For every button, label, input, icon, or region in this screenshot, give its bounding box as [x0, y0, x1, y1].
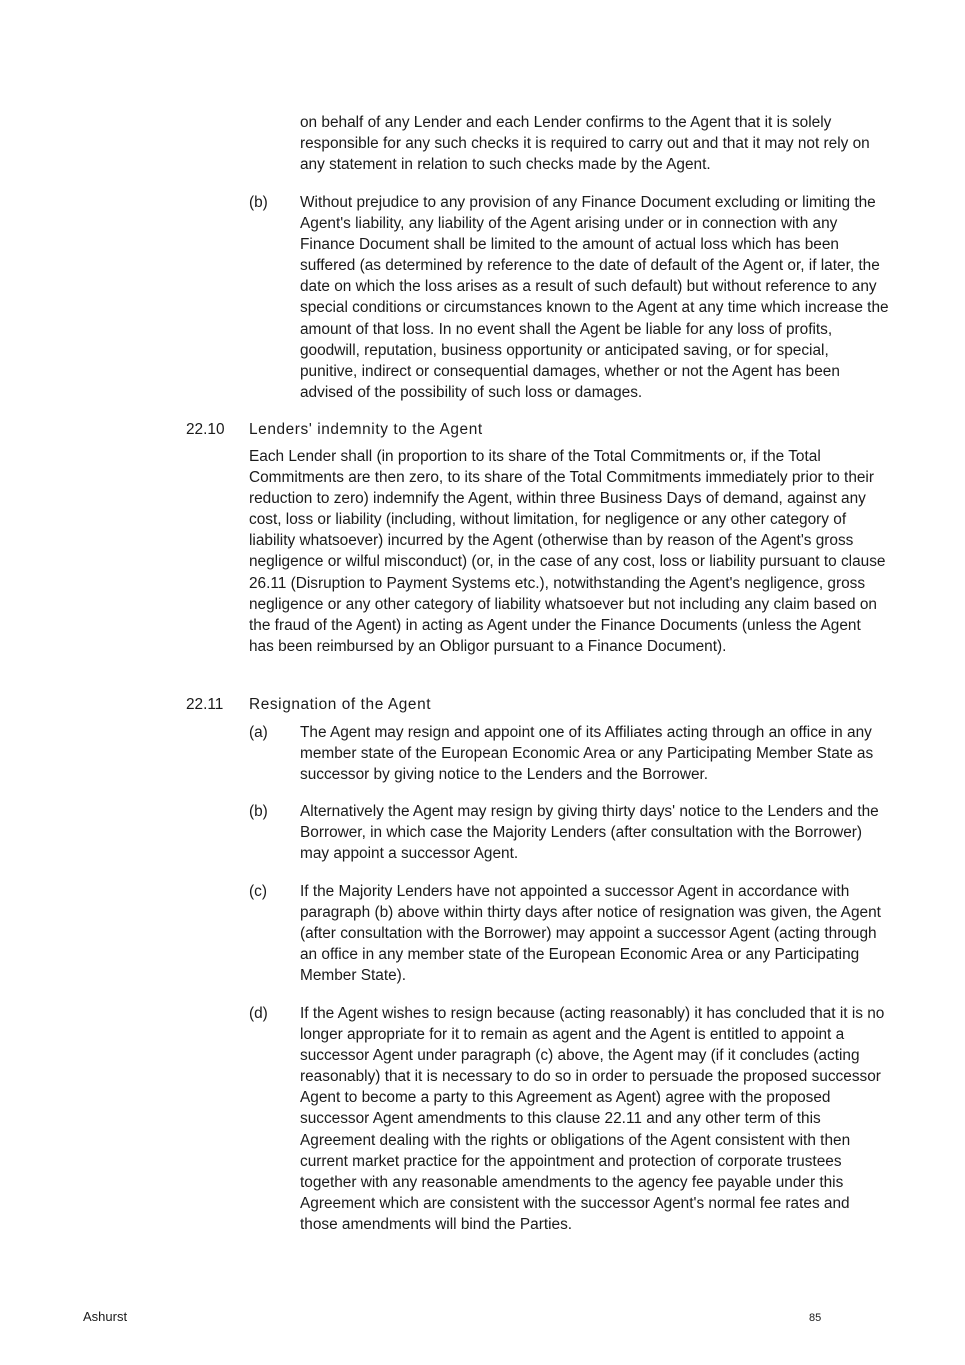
item-label-c: (c)	[249, 883, 267, 900]
item-a-text: The Agent may resign and appoint one of its Affiliates acting through an office in any member state of the European Economic Area or any Participating Member State as successor by giving notice to the Lenders and the Borrower.	[300, 724, 874, 784]
footer-page-number: 85	[809, 1312, 822, 1324]
continued-paragraph: on behalf of any Lender and each Lender confirms to the Agent that it is solely responsible for any such checks it is required to carry out and that it may not rely on any statement in relation to such checks made by the Agent.	[300, 114, 870, 174]
clause-number-22-11: 22.11	[186, 696, 224, 713]
clause-title-22-10: Lenders' indemnity to the Agent	[249, 421, 483, 438]
clause-title-22-11: Resignation of the Agent	[249, 696, 432, 713]
clause-22-10-text: Each Lender shall (in proportion to its share of the Total Commitments or, if the Total Commitments are then zero, to its share of the Total Commitments immediately prior to their reduction to zero) indemnify the Agent, within three Business Days of demand, against any cost, loss or liability (including, without limitation, for negligence or any other category of liability whatsoever) incurred by the Agent (otherwise than by reason of the Agent's gross negligence or wilful misconduct) (or, in the case of any cost, loss or liability pursuant to clause 26.11 (Disruption to Payment Systems etc.), notwithstanding the Agent's negligence, gross negligence or any other category of liability whatsoever but not including any claim based on the fraud of the Agent) in acting as Agent under the Finance Documents (unless the Agent has been reimbursed by an Obligor pursuant to a Finance Document).	[249, 448, 886, 655]
item-label-b: (b)	[249, 803, 268, 820]
footer-firm-name: Ashurst	[83, 1309, 128, 1324]
item-label-b: (b)	[249, 194, 268, 211]
item-label-d: (d)	[249, 1005, 268, 1022]
item-c-text: If the Majority Lenders have not appointed a successor Agent in accordance with paragraph (b) above within thirty days after notice of resignation was given, the Agent (after consultation with the Borrower) may appoint a successor Agent (acting through an office in any member state of the European Economic Area or any Participating Member State).	[300, 883, 881, 985]
clause-number-22-10: 22.10	[186, 421, 225, 438]
item-b-text: Alternatively the Agent may resign by giving thirty days' notice to the Lenders and the Borrower, in which case the Majority Lenders (after consultation with the Borrower) may appoint a successor Agent.	[300, 803, 879, 863]
item-b-text: Without prejudice to any provision of any Finance Document excluding or limiting the Agent's liability, any liability of the Agent arising under or in connection with any Finance Document shall be limited to the amount of actual loss which has been suffered (as determined by reference to the date of default of the Agent or, if later, the date on which the loss arises as a result of such default) but without reference to any special conditions or circumstances known to the Agent at any time which increase the amount of that loss. In no event shall the Agent be liable for any loss of profits, goodwill, reputation, business opportunity or anticipated saving, or for special, punitive, indirect or consequential damages, whether or not the Agent has been advised of the possibility of such loss or damages.	[300, 194, 889, 401]
item-d-text: If the Agent wishes to resign because (acting reasonably) it has concluded that it is no longer appropriate for it to remain as agent and the Agent is entitled to appoint a successor Agent under paragraph (c) above, the Agent may (if it concludes (acting reasonably) that it is necessary to do so in order to persuade the proposed successor Agent to become a party to this Agreement as Agent) agree with the proposed successor Agent amendments to this clause 22.11 and any other term of this Agreement dealing with the rights or obligations of the Agent consistent with then current market practice for the appointment and protection of corporate trustees together with any reasonable amendments to the agency fee payable under this Agreement which are consistent with the successor Agent's normal fee rates and those amendments will bind the Parties.	[300, 1005, 885, 1233]
item-label-a: (a)	[249, 724, 268, 741]
